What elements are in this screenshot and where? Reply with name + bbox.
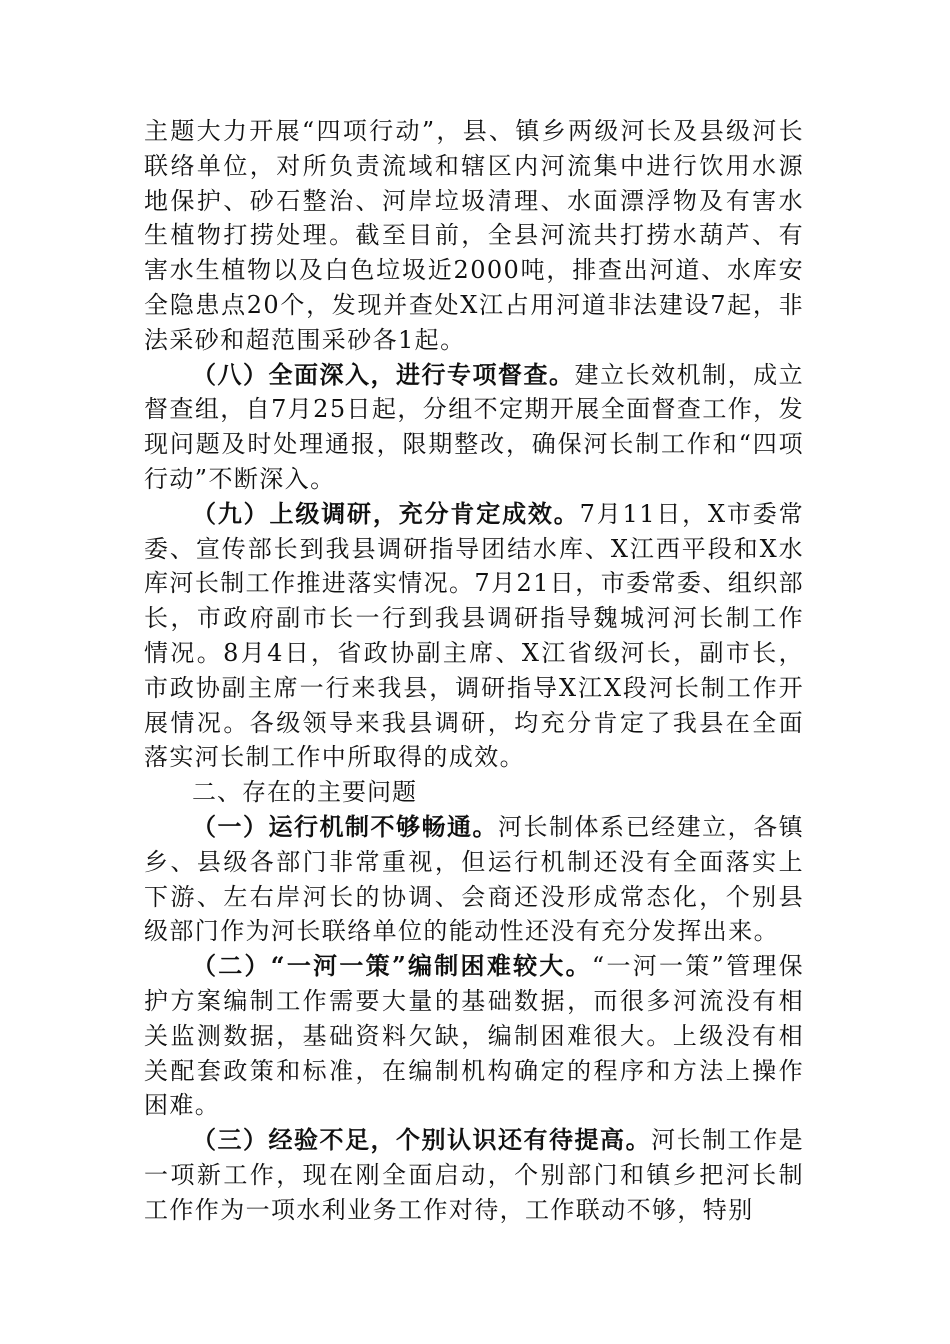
paragraph-body: 河长制工作是一项新工作，现在刚全面启动，个别部门和镇乡把河长制工作作为一项水利业务工作对待，工作联动不够，特别 bbox=[144, 1126, 804, 1224]
paragraph-lead: （九）上级调研，充分肯定成效。 bbox=[192, 498, 580, 528]
section-heading: 二、存在的主要问题 bbox=[192, 778, 417, 807]
paragraph-body: “一河一策”管理保护方案编制工作需要大量的基础数据，而很多河流没有相关监测数据，基础资料欠缺，编制困难很大。上级没有相关配套政策和标准，在编制机构确定的程序和方法上操作困难。 bbox=[144, 952, 804, 1120]
paragraph-body: 河长制体系已经建立，各镇乡、县级各部门非常重视，但运行机制还没有全面落实上下游、左右岸河长的协调、会商还没形成常态化，个别县级部门作为河长联络单位的能动性还没有充分发挥出来。 bbox=[144, 812, 804, 946]
paragraph-body: 7月11日，X市委常委、宣传部长到我县调研指导团结水库、X江西平段和X水库河长制工作推进落实情况。7月21日，市委常委、组织部长，市政府副市长一行到我县调研指导魏城河河长制工作情况。8月4日，省政协副主席、X江省级河长，副市长，市政协副主席一行来我县，调研指导X江X段河长制工作开展情况。各级领导来我县调研，均充分肯定了我县在全面落实河长制工作中所取得的成效。 bbox=[144, 499, 804, 772]
paragraph-body: 建立长效机制，成立督查组，自7月25日起，分组不定期开展全面督查工作，发现问题及时处理通报，限期整改，确保河长制工作和“四项行动”不断深入。 bbox=[144, 360, 804, 493]
paragraph-item-9 bbox=[144, 497, 804, 775]
paragraph-lead: （三）经验不足，个别认识还有待提高。 bbox=[192, 1125, 652, 1155]
paragraph-lead: （八）全面深入，进行专项督查。 bbox=[192, 359, 575, 389]
paragraph-lead: （二）“一河一策”编制困难较大。 bbox=[192, 951, 592, 981]
paragraph-item-8 bbox=[144, 358, 804, 497]
document-page bbox=[144, 114, 804, 1228]
paragraph-lead: （一）运行机制不够畅通。 bbox=[192, 811, 499, 841]
paragraph-problem-1 bbox=[144, 810, 804, 949]
paragraph-continued: 主题大力开展“四项行动”，县、镇乡两级河长及县级河长联络单位，对所负责流域和辖区内河流集中进行饮用水源地保护、砂石整治、河岸垃圾清理、水面漂浮物及有害水生植物打捞处理。截至目前，全县河流共打捞水葫芦、有害水生植物以及白色垃圾近2000吨，排查出河道、水库安全隐患点20个，发现并查处X江占用河道非法建设7起，非法采砂和超范围采砂各1起。 bbox=[144, 117, 804, 354]
paragraph-problem-2 bbox=[144, 949, 804, 1123]
paragraph-problem-3 bbox=[144, 1123, 804, 1227]
